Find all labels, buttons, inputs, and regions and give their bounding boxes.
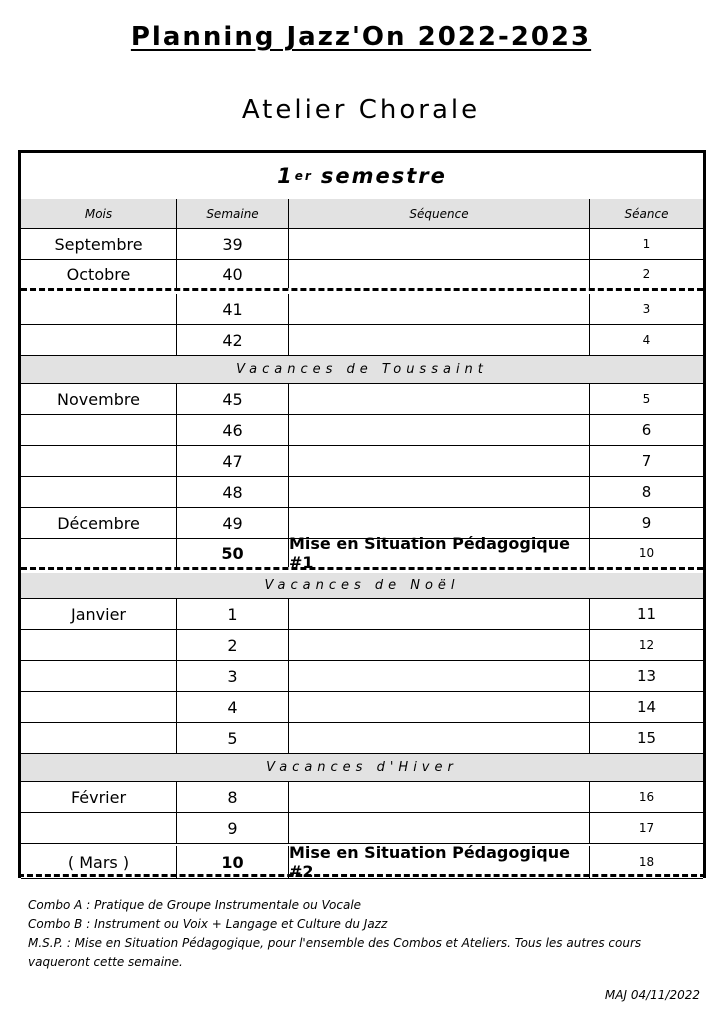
vacation-label: Vacances de Toussaint [236, 362, 488, 377]
cell-seance: 7 [641, 452, 652, 470]
cell-sequence [289, 723, 590, 753]
cell-semaine: 39 [177, 229, 289, 259]
table-row [21, 813, 703, 844]
cell-seance: 2 [642, 267, 651, 281]
cell-semaine: 45 [177, 384, 289, 414]
cell-mois [21, 813, 177, 843]
header-mois: Mois [21, 199, 177, 228]
cell-seance: 12 [638, 638, 655, 652]
cell-semaine: 9 [177, 813, 289, 843]
cell-mois: Février [21, 782, 177, 812]
table-row [21, 294, 703, 325]
table-row [21, 630, 703, 661]
table-row [21, 534, 703, 572]
cell-sequence [289, 782, 590, 812]
header-sequence: Séquence [289, 199, 590, 228]
cell-sequence [289, 477, 590, 507]
cell-semaine: 50 [177, 539, 289, 567]
cell-mois: Janvier [21, 599, 177, 629]
cell-semaine: 49 [177, 508, 289, 538]
cell-mois [21, 630, 177, 660]
page-title: Planning Jazz'On 2022-2023 [130, 22, 592, 52]
vacation-row [21, 356, 703, 384]
cell-mois [21, 539, 177, 567]
cell-mois: Novembre [21, 384, 177, 414]
header-semaine: Semaine [177, 199, 289, 228]
table-row [21, 415, 703, 446]
cell-seance: 14 [636, 698, 657, 716]
cell-sequence [289, 661, 590, 691]
cell-sequence [289, 599, 590, 629]
cell-sequence [289, 692, 590, 722]
cell-semaine: 41 [177, 294, 289, 324]
cell-semaine: 10 [177, 846, 289, 878]
cell-semaine: 2 [177, 630, 289, 660]
cell-seance: 10 [638, 546, 655, 560]
table-row [21, 477, 703, 508]
cell-sequence: Mise en Situation Pédagogique #1 [289, 539, 590, 567]
cell-seance: 9 [641, 514, 652, 532]
cell-seance: 17 [638, 821, 655, 835]
cell-seance: 15 [636, 729, 657, 747]
cell-mois: Décembre [21, 508, 177, 538]
cell-mois [21, 692, 177, 722]
cell-sequence: Mise en Situation Pédagogique #2 [289, 846, 590, 878]
cell-mois [21, 723, 177, 753]
vacation-label: Vacances de Noël [264, 578, 460, 593]
cell-semaine: 47 [177, 446, 289, 476]
table-row [21, 446, 703, 477]
table-row [21, 692, 703, 723]
cell-sequence [289, 415, 590, 445]
cell-mois: ( Mars ) [21, 846, 177, 878]
vacation-row [21, 754, 703, 782]
cell-seance: 3 [642, 302, 651, 316]
note-msp: M.S.P. : Mise en Situation Pédagogique, pour l'ensemble des Combos et Ateliers. Tous les autres cours vaqueront cette semaine. [28, 936, 642, 969]
cell-mois [21, 294, 177, 324]
table-bottom-divider [18, 874, 706, 877]
table-row [21, 260, 703, 291]
cell-semaine: 3 [177, 661, 289, 691]
table-row [21, 782, 703, 813]
table-row [21, 229, 703, 260]
cell-sequence [289, 229, 590, 259]
table-row [21, 723, 703, 754]
cell-sequence [289, 813, 590, 843]
table-row [21, 661, 703, 692]
cell-mois [21, 477, 177, 507]
vacation-row [21, 573, 703, 599]
cell-mois [21, 661, 177, 691]
cell-semaine: 8 [177, 782, 289, 812]
cell-sequence [289, 260, 590, 288]
cell-seance: 1 [642, 237, 651, 251]
note-combo-a: Combo A : Pratique de Groupe Instrumentale ou Vocale [28, 898, 362, 912]
cell-mois [21, 446, 177, 476]
footnotes [28, 896, 698, 972]
header-seance: Séance [624, 206, 669, 221]
cell-sequence [289, 446, 590, 476]
table-row [21, 599, 703, 630]
cell-seance: 16 [638, 790, 655, 804]
cell-sequence [289, 294, 590, 324]
table-header-row [21, 199, 703, 229]
table-row [21, 325, 703, 356]
update-date: MAJ 04/11/2022 [604, 988, 700, 1002]
cell-seance: 5 [642, 392, 651, 406]
cell-semaine: 4 [177, 692, 289, 722]
cell-semaine: 42 [177, 325, 289, 355]
cell-mois: Septembre [21, 229, 177, 259]
cell-semaine: 46 [177, 415, 289, 445]
note-combo-b: Combo B : Instrument ou Voix + Langage et Culture du Jazz [28, 917, 388, 931]
cell-seance: 18 [638, 855, 655, 869]
schedule-table [18, 150, 706, 881]
cell-semaine: 48 [177, 477, 289, 507]
vacation-label: Vacances d'Hiver [266, 760, 458, 775]
cell-semaine: 5 [177, 723, 289, 753]
semester-heading: 1 er semestre [21, 153, 703, 200]
table-row [21, 384, 703, 415]
cell-sequence [289, 630, 590, 660]
cell-sequence [289, 384, 590, 414]
cell-semaine: 40 [177, 260, 289, 288]
page-subtitle: Atelier Chorale [241, 95, 481, 125]
cell-mois [21, 415, 177, 445]
cell-seance: 4 [642, 333, 651, 347]
cell-semaine: 1 [177, 599, 289, 629]
cell-sequence [289, 325, 590, 355]
cell-mois: Octobre [21, 260, 177, 288]
cell-seance: 6 [641, 421, 652, 439]
cell-seance: 11 [636, 605, 657, 623]
cell-seance: 13 [636, 667, 657, 685]
cell-mois [21, 325, 177, 355]
cell-seance: 8 [641, 483, 652, 501]
